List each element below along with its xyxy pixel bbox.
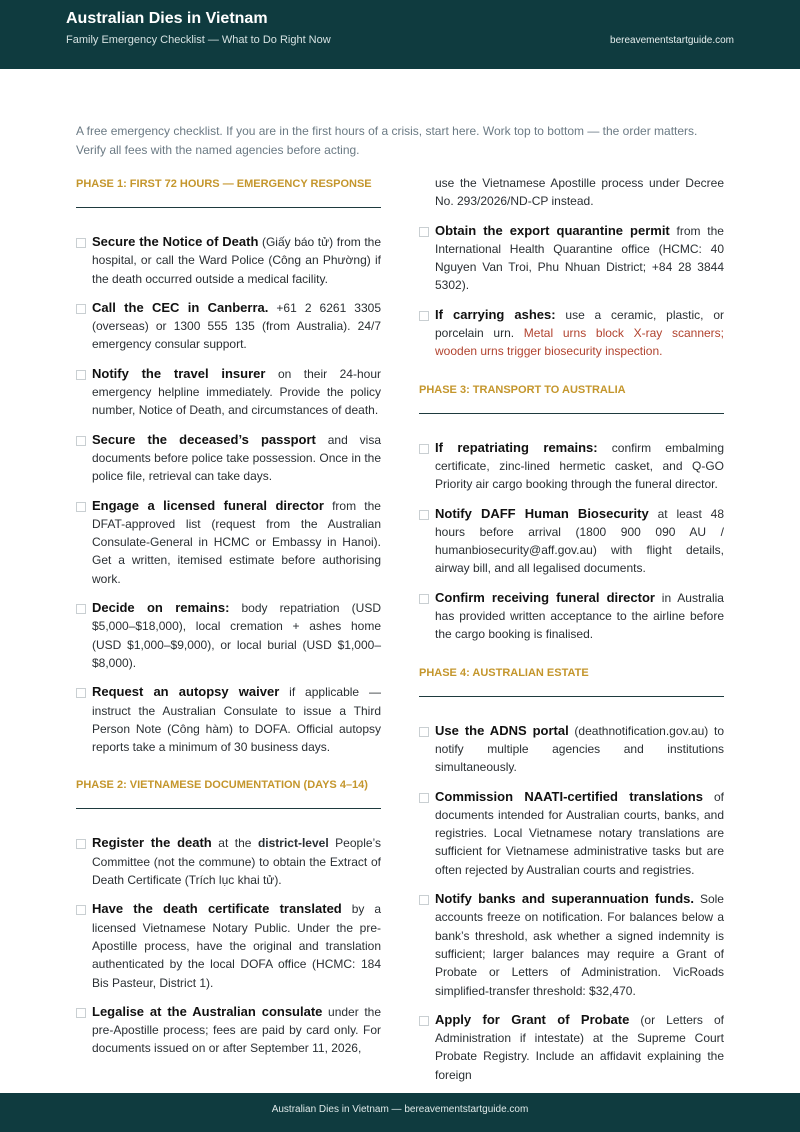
checklist-item[interactable] <box>76 497 381 588</box>
item-text: at least 48 hours before arrival (1800 900 090 AU / humanbiosecurity@aff.gov.au) with flight details, airway bill, and all legalised documents. <box>435 506 724 576</box>
item-heading: Secure the Notice of Death <box>92 234 259 249</box>
item-text: People’s Committee (not the commune) to obtain the Extract of Death Certificate (Trích lục khai tử). <box>92 836 381 888</box>
item-text: (or Letters of Administration if intestate) at the Supreme Court Probate Registry. Include an affidavit explaining the foreign <box>435 1012 724 1082</box>
checkbox[interactable] <box>419 444 429 454</box>
checkbox[interactable] <box>76 502 86 512</box>
item-text: from the DFAT-approved list (request from the Australian Consulate-General in HCMC or Embassy in Hanoi). Get a written, itemised estimate before authorising work. <box>92 498 381 586</box>
item-text: if applicable — instruct the Australian Consulate to issue a Third Person Note (Công hàm) to DOFA. Official autopsy reports take a minimum of 30 business days. <box>92 685 381 755</box>
item-continuation: use the Vietnamese Apostille process under Decree No. 293/2026/ND-CP instead. <box>435 176 724 209</box>
item-heading: Legalise at the Australian consulate <box>92 1003 323 1019</box>
checklist-item[interactable] <box>419 788 724 879</box>
checklist-item[interactable] <box>419 589 724 644</box>
item-emphasis: district-level <box>257 836 329 851</box>
checkbox[interactable] <box>76 370 86 380</box>
checkbox[interactable] <box>76 905 86 915</box>
phase-1-heading: PHASE 1: FIRST 72 HOURS — EMERGENCY RESPONSE <box>76 178 381 208</box>
checklist-item[interactable] <box>76 365 381 420</box>
item-text: in Australia has provided written acceptance to the airline before the cargo booking is finalised. <box>435 590 724 642</box>
intro-text: A free emergency checklist. If you are in the first hours of a crisis, start here. Work top to bottom — the order matters. Verify all fees with the named agencies before acting. <box>76 124 698 157</box>
checkbox[interactable] <box>419 594 429 604</box>
phase-2-heading: PHASE 2: VIETNAMESE DOCUMENTATION (DAYS 4–14) <box>76 779 381 809</box>
checklist-item[interactable] <box>76 233 381 288</box>
item-heading: Secure the deceased’s passport <box>92 431 316 447</box>
item-text: on their 24-hour emergency helpline immediately. Provide the policy number, Notice of Death, and circumstances of death. <box>92 366 381 418</box>
document-title: Australian Dies in Vietnam <box>66 10 268 27</box>
item-heading: Notify the travel insurer <box>92 365 266 381</box>
item-text: under the pre-Apostille process; fees are paid by card only. For documents issued on or after September 11, 2026, <box>92 1004 381 1056</box>
item-text: by a licensed Vietnamese Notary Public. Under the pre-Apostille process, have the original and translation authenticated by the local DOFA office (HCMC: 184 Bis Pasteur, District 1). <box>92 902 382 990</box>
left-column <box>76 176 381 1069</box>
checklist-item[interactable] <box>76 834 381 889</box>
document-subtitle: Family Emergency Checklist — What to Do Right Now <box>66 34 331 46</box>
page-header <box>0 0 800 69</box>
item-text: Sole accounts freeze on notification. For balances below a bank’s threshold, ask whether a signed indemnity is sufficient; larger balances may require a Grant of Probate or Letters of Administration. VicRoads simplified-transfer threshold: $32,470. <box>435 892 724 998</box>
checklist-item[interactable] <box>76 431 381 486</box>
checkbox[interactable] <box>419 311 429 321</box>
checklist-item[interactable] <box>419 1011 724 1084</box>
site-link[interactable]: bereavementstartguide.com <box>610 35 734 46</box>
item-text: (Giấy báo tử) from the hospital, or call the Ward Police (Công an Phường) if the death occurred outside a medical facility. <box>92 235 381 286</box>
checklist-item[interactable] <box>76 1003 381 1058</box>
page-footer: Australian Dies in Vietnam — bereavementstartguide.com <box>0 1093 800 1132</box>
item-text: use a ceramic, plastic, or porcelain urn. <box>435 307 724 341</box>
item-text: (deathnotification.gov.au) to notify multiple agencies and institutions simultaneously. <box>435 723 724 775</box>
item-heading: Notify DAFF Human Biosecurity <box>435 505 649 521</box>
checkbox[interactable] <box>419 510 429 520</box>
item-heading: Apply for Grant of Probate <box>435 1011 630 1027</box>
item-heading: Notify banks and superannuation funds. <box>435 891 694 907</box>
checkbox[interactable] <box>76 839 86 849</box>
checklist-item[interactable] <box>76 900 381 991</box>
checkbox[interactable] <box>419 895 429 905</box>
checklist-item[interactable] <box>419 306 724 361</box>
item-text: at the <box>211 836 258 851</box>
item-heading: Register the death <box>92 835 212 851</box>
checklist-item[interactable] <box>419 722 724 777</box>
item-heading: Decide on remains: <box>92 600 230 616</box>
item-heading: Use the ADNS portal <box>435 722 569 738</box>
item-text: of documents intended for Australian courts, banks, and registries. Local Vietnamese notary translations are sufficient for Vietnamese administrative tasks but are often rejected by Australian courts and registries. <box>435 789 725 877</box>
item-heading: Request an autopsy waiver <box>92 684 280 700</box>
checklist-item[interactable] <box>419 222 724 295</box>
checklist-item[interactable] <box>419 439 724 494</box>
item-heading: Have the death certificate translated <box>92 901 342 917</box>
checkbox[interactable] <box>76 304 86 314</box>
checklist-item[interactable] <box>76 683 381 756</box>
checkbox[interactable] <box>76 1008 86 1018</box>
checklist-item[interactable] <box>76 599 381 672</box>
checkbox[interactable] <box>76 238 86 248</box>
checkbox[interactable] <box>419 793 429 803</box>
phase-3-heading: PHASE 3: TRANSPORT TO AUSTRALIA <box>419 384 724 414</box>
checkbox[interactable] <box>419 727 429 737</box>
item-heading: Confirm receiving funeral director <box>435 589 655 605</box>
item-heading: Commission NAATI-certified translations <box>435 788 703 804</box>
checklist-item[interactable] <box>76 299 381 354</box>
right-column <box>419 176 724 1095</box>
item-text: confirm embalming certificate, zinc-lined hermetic casket, and Q-GO Priority air cargo booking through the funeral director. <box>435 440 724 492</box>
item-heading: Engage a licensed funeral director <box>92 497 324 513</box>
item-text: body repatriation (USD $5,000–$18,000), local cremation + ashes home (USD $1,000–$9,000), or local burial (USD $1,000–$8,000). <box>92 601 381 670</box>
item-heading: Obtain the export quarantine permit <box>435 222 670 238</box>
item-heading: Call the CEC in Canberra. <box>92 299 269 315</box>
item-text: +61 2 6261 3305 (overseas) or 1300 555 135 (from Australia). 24/7 emergency consular support. <box>92 300 381 352</box>
checkbox[interactable] <box>76 604 86 614</box>
warning-text: Metal urns block X-ray scanners; wooden urns trigger biosecurity inspection. <box>435 326 725 359</box>
item-heading: If carrying ashes: <box>435 306 556 322</box>
checklist-item[interactable] <box>419 890 724 1000</box>
checkbox[interactable] <box>419 1016 429 1026</box>
item-text: and visa documents before police take possession. Once in the police file, retrieval can take days. <box>92 432 382 484</box>
checkbox[interactable] <box>419 227 429 237</box>
item-heading: If repatriating remains: <box>435 439 598 455</box>
phase-4-heading: PHASE 4: AUSTRALIAN ESTATE <box>419 667 724 697</box>
checklist-item[interactable] <box>419 505 724 578</box>
checkbox[interactable] <box>76 688 86 698</box>
checkbox[interactable] <box>76 436 86 446</box>
item-text: from the International Health Quarantine office (HCMC: 40 Nguyen Van Troi, Phu Nhuan District; +84 28 3844 5302). <box>435 223 724 293</box>
